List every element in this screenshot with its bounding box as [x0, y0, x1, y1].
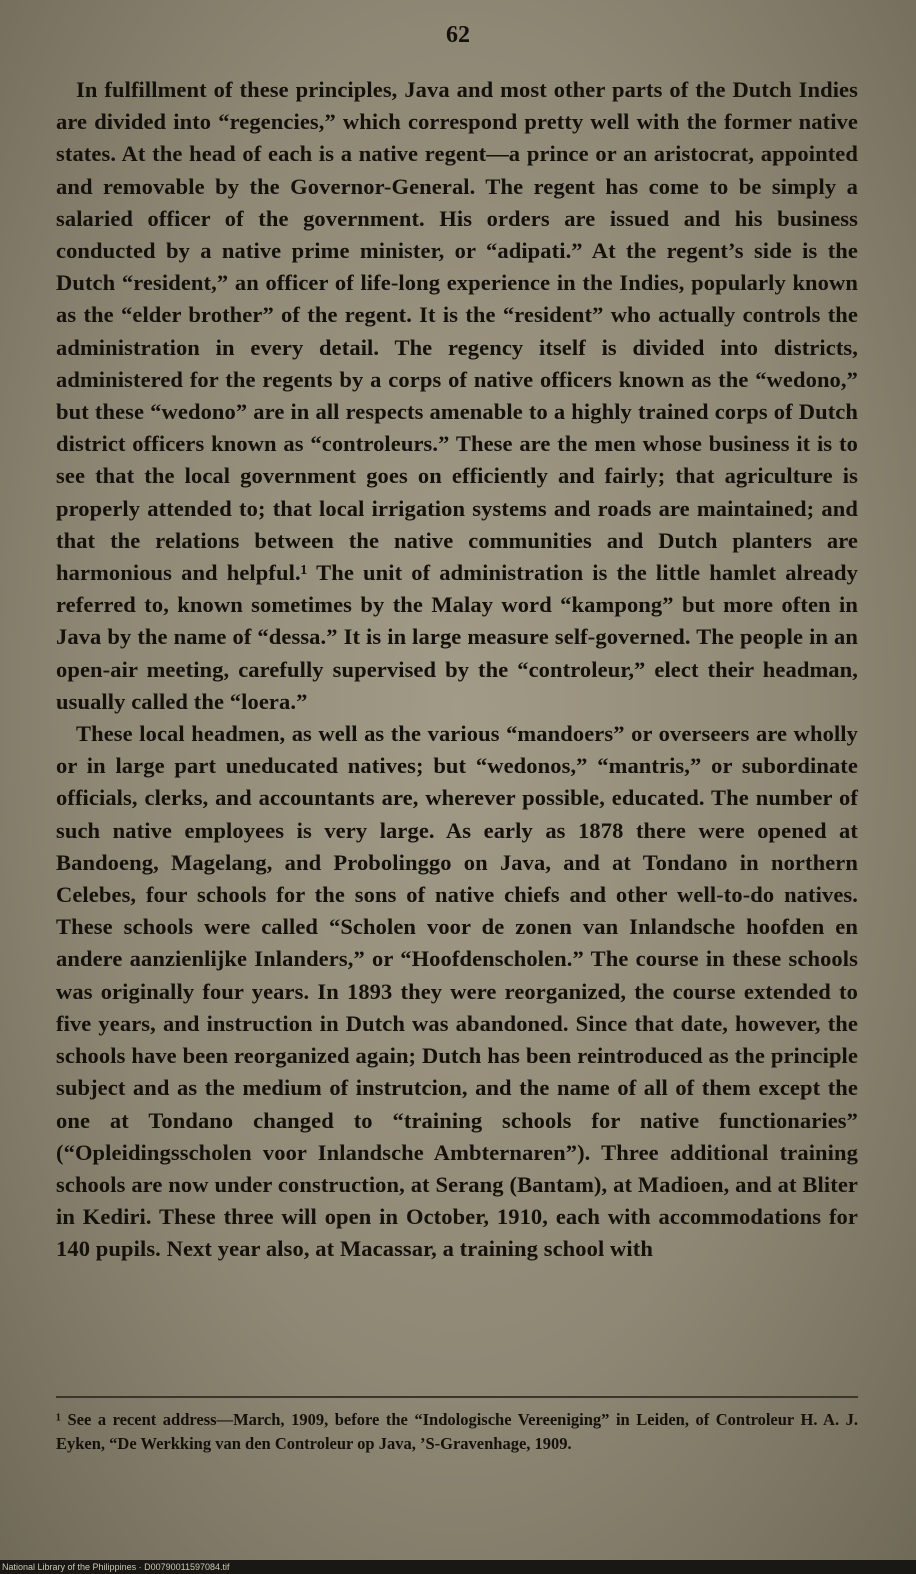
paragraph-1: In fulfillment of these principles, Java and most other parts of the Dutch Indies are divided into “regencies,” which correspond pretty well with the former native states. At the head of each is a native regent—a prince or an aristocrat, appointed and removable by the Governor-General. The regent has come to be simply a salaried officer of the government. His orders are issued and his business conducted by a native prime minister, or “adipati.” At the regent’s side is the Dutch “resident,” an officer of life-long experience in the Indies, popularly known as the “elder brother” of the regent. It is the “resident” who actually controls the administration in every detail. The regency itself is divided into districts, administered for the regents by a corps of native officers known as the “wedono,” but these “wedono” are in all respects amenable to a highly trained corps of Dutch district officers known as “controleurs.” These are the men whose business it is to see that the local government goes on efficiently and fairly; that agriculture is properly attended to; that local irrigation systems and roads are maintained; and that the relations between the native communities and Dutch planters are harmonious and helpful.¹ The unit of administration is the little hamlet already referred to, known sometimes by the Malay word “kampong” but more often in Java by the name of “dessa.” It is in large measure self-governed. The people in an open-air meeting, carefully supervised by the “controleur,” elect their headman, usually called the “loera.”: [56, 77, 858, 714]
page-number: 62: [446, 22, 470, 48]
footnote-divider: [56, 1396, 858, 1398]
footnote: ¹ See a recent address—March, 1909, before the “Indologische Vereeniging” in Leiden, of Controleur H. A. J. Eyken, “De Werkking van den Controleur op Java, ’S-Gravenhage, 1909.: [56, 1410, 858, 1453]
body-text: [56, 74, 858, 1266]
scan-source-strip: National Library of the Philippines · D00790011597084.tif: [0, 1560, 916, 1574]
paragraph-2: These local headmen, as well as the various “mandoers” or overseers are wholly or in large part uneducated natives; but “wedonos,” “mantris,” or subordinate officials, clerks, and accountants are, wherever possible, educated. The number of such native employees is very large. As early as 1878 there were opened at Bandoeng, Magelang, and Probolinggo on Java, and at Tondano in northern Celebes, four schools for the sons of native chiefs and other well-to-do natives. These schools were called “Scholen voor de zonen van Inlandsche hoofden en andere aanzienlijke Inlanders,” or “Hoofdenscholen.” The course in these schools was originally four years. In 1893 they were reorganized, the course extended to five years, and instruction in Dutch was abandoned. Since that date, however, the schools have been reorganized again; Dutch has been reintroduced as the principle subject and as the medium of instrutcion, and the name of all of them except the one at Tondano changed to “training schools for native functionaries” (“Opleidingsscholen voor Inlandsche Ambternaren”). Three additional training schools are now under construction, at Serang (Bantam), at Madioen, and at Bliter in Kediri. These three will open in October, 1910, each with accommodations for 140 pupils. Next year also, at Macassar, a training school with: [56, 721, 858, 1262]
